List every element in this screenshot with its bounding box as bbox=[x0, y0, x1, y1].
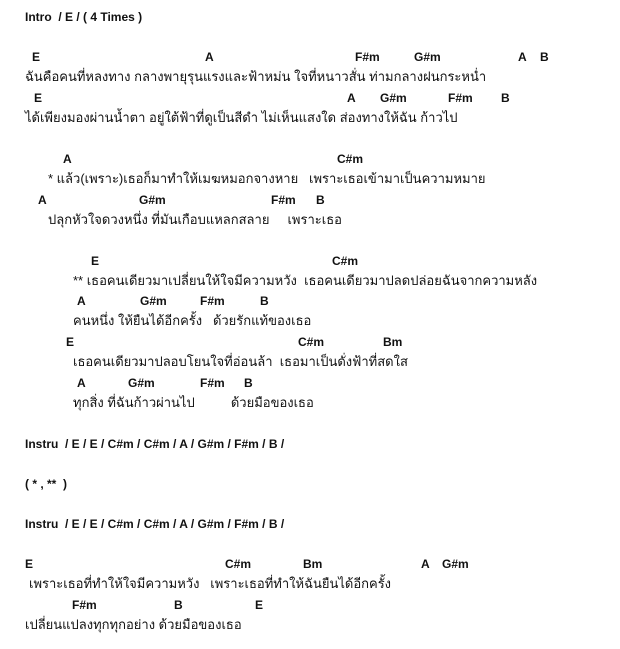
chord-label: G#m bbox=[140, 294, 167, 308]
chord-label: E bbox=[91, 254, 100, 268]
chord-label: B bbox=[260, 294, 269, 308]
chord-label: A bbox=[518, 50, 527, 64]
chord-label: E bbox=[25, 557, 34, 571]
chord-label: C#m bbox=[332, 254, 359, 268]
chord-label: F#m bbox=[200, 376, 225, 390]
chord-label: B bbox=[501, 91, 510, 105]
chord-label: A bbox=[77, 376, 86, 390]
chord-label: G#m bbox=[414, 50, 441, 64]
lyric-line: เธอคนเดียวมาปลอบโยนใจที่อ่อนล้า เธอมาเป็นดั่งฟ้าที่สดใส bbox=[73, 354, 408, 369]
chord-label: C#m bbox=[225, 557, 252, 571]
lyric-line: เปลี่ยนแปลงทุกทุกอย่าง ด้วยมือของเธอ bbox=[25, 617, 242, 632]
chord-label: A bbox=[205, 50, 214, 64]
chord-label: G#m bbox=[380, 91, 407, 105]
lyric-line: เพราะเธอที่ทำให้ใจมีความหวัง เพราะเธอที่ทำให้ฉันยืนได้อีกครั้ง bbox=[29, 576, 392, 591]
chord-label: A bbox=[38, 193, 47, 207]
lyric-line: คนหนึ่ง ให้ยืนได้อีกครั้ง ด้วยรักแท้ของเธอ bbox=[73, 313, 312, 328]
chord-label: C#m bbox=[298, 335, 325, 349]
chord-label: B bbox=[244, 376, 253, 390]
chord-label: G#m bbox=[128, 376, 155, 390]
chord-label: E bbox=[66, 335, 75, 349]
lyric-line: ปลุกหัวใจดวงหนึ่ง ที่มันเกือบแหลกสลาย เพราะเธอ bbox=[48, 212, 342, 227]
chord-label: Bm bbox=[383, 335, 403, 349]
chord-label: A bbox=[347, 91, 356, 105]
lyric-line: ** เธอคนเดียวมาเปลี่ยนให้ใจมีความหวัง เธอคนเดียวมาปลดปล่อยฉันจากความหลัง bbox=[73, 273, 538, 288]
chord-label: G#m bbox=[442, 557, 469, 571]
chord-label: F#m bbox=[448, 91, 473, 105]
lyric-line: ได้เพียงมองผ่านน้ำตา อยู่ใต้ฟ้าที่ดูเป็นสีดำ ไม่เห็นแสงใด ส่องทางให้ฉัน ก้าวไป bbox=[25, 110, 458, 125]
chord-label: G#m bbox=[139, 193, 166, 207]
chord-label: B bbox=[174, 598, 183, 612]
instrumental-line-1: Instru / E / E / C#m / C#m / A / G#m / F#m / B / bbox=[25, 437, 285, 451]
instrumental-line-2: Instru / E / E / C#m / C#m / A / G#m / F#m / B / bbox=[25, 517, 285, 531]
repeat-marker: ( * , ** ) bbox=[25, 477, 68, 491]
intro-line: Intro / E / ( 4 Times ) bbox=[25, 10, 143, 24]
chord-label: A bbox=[77, 294, 86, 308]
chord-label: A bbox=[421, 557, 430, 571]
chord-label: F#m bbox=[271, 193, 296, 207]
chord-label: F#m bbox=[355, 50, 380, 64]
chord-label: F#m bbox=[200, 294, 225, 308]
lyric-line: ฉันคือคนที่หลงทาง กลางพายุรุนแรงและฟ้าหม่น ใจที่หนาวสั่น ท่ามกลางฝนกระหน่ำ bbox=[25, 69, 487, 84]
chord-label: E bbox=[34, 91, 43, 105]
chord-label: F#m bbox=[72, 598, 97, 612]
chord-label: E bbox=[32, 50, 41, 64]
lyric-line: ทุกสิ่ง ที่ฉันก้าวผ่านไป ด้วยมือของเธอ bbox=[73, 395, 314, 410]
chord-label: B bbox=[540, 50, 549, 64]
chord-label: B bbox=[316, 193, 325, 207]
chord-label: A bbox=[63, 152, 72, 166]
chord-label: Bm bbox=[303, 557, 323, 571]
lyric-line: * แล้ว(เพราะ)เธอก็มาทำให้เมฆหมอกจางหาย เพราะเธอเข้ามาเป็นความหมาย bbox=[48, 171, 486, 186]
chord-label: C#m bbox=[337, 152, 364, 166]
chord-label: E bbox=[255, 598, 264, 612]
